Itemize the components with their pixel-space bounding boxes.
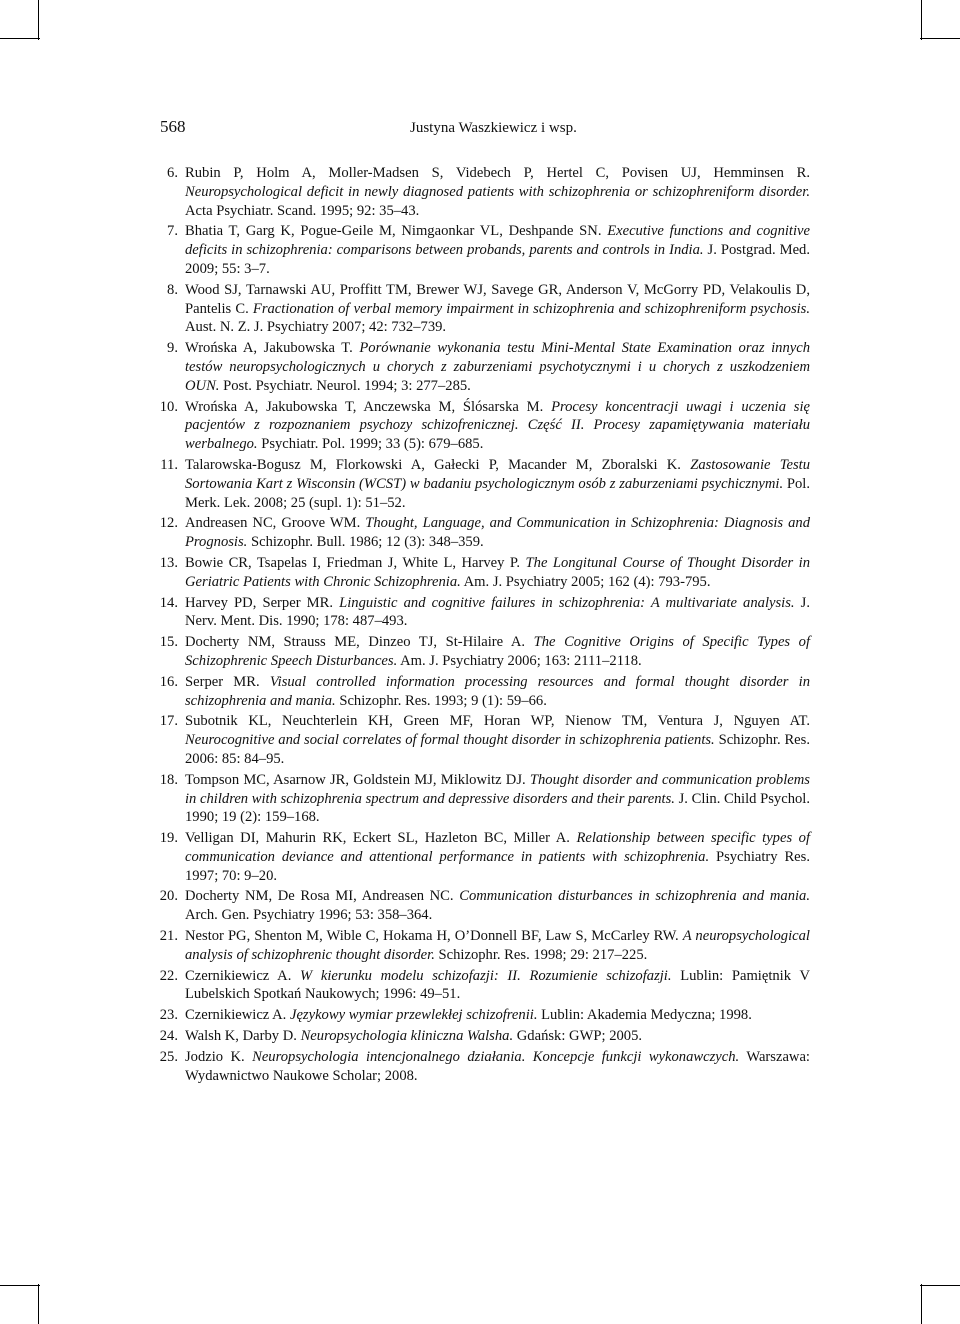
reference-number: 19. [159,830,178,847]
reference-number: 11. [160,456,178,473]
reference-number: 6. [167,165,178,181]
reference-title: Neuropsychologia intencjonalnego działania. Koncepcje funkcji wykonawczych. [252,1048,740,1065]
reference-item [150,398,810,454]
reference-authors: Bhatia T, Garg K, Pogue-Geile M, Nimgaonkar VL, Deshpande SN. [185,223,602,240]
reference-authors: Czernikiewicz A. [185,967,292,984]
page-number: 568 [160,117,186,136]
reference-authors: Tompson MC, Asarnow JR, Goldstein MJ, Miklowitz DJ. [185,771,526,788]
crop-mark-top-left-h [0,38,40,39]
reference-authors: Walsh K, Darby D. [185,1028,297,1045]
reference-source: Acta Psychiatr. Scand. 1995; 92: 35–43. [185,202,420,219]
crop-mark-bottom-left [38,1284,39,1324]
reference-title: Zastosowanie Testu Sortowania Kart z Wisconsin (WCST) w badaniu psychologicznym osób z zaburzeniami psychicznymi. [185,456,811,492]
reference-title: Neurocognitive and social correlates of formal thought disorder in schizophrenia patients. [185,732,715,749]
reference-title: Executive functions and cognitive deficits in schizophrenia: comparisons between probands, parents and controls in India. [185,223,810,259]
reference-item [150,887,810,925]
reference-authors: Rubin P, Holm A, Moller-Madsen S, Videbech P, Hertel C, Povisen UJ, Hemminsen R. [185,165,810,181]
reference-item [150,281,810,337]
reference-source: Schizophr. Bull. 1986; 12 (3): 348–359. [250,534,484,551]
reference-authors: Wrońska A, Jakubowska T, Anczewska M, Ślósarska M. [185,398,544,415]
reference-title: Neuropsychological deficit in newly diagnosed patients with schizophrenia or schizophreniform disorder. [185,183,810,200]
reference-item [150,339,810,395]
reference-number: 21. [159,928,178,945]
reference-source: Aust. N. Z. J. Psychiatry 2007; 42: 732–739. [185,319,447,336]
reference-source: Warszawa: Wydawnictwo Naukowe Scholar; 2008. [185,1048,810,1084]
reference-authors: Bowie CR, Tsapelas I, Friedman J, White L, Harvey P. [185,554,521,571]
reference-item [150,514,810,552]
reference-number: 13. [159,554,178,571]
reference-title: Relationship between specific types of communication deviance and attentional performance in patients with schizophrenia. [185,830,810,865]
reference-title: Neuropsychologia kliniczna Walsha. [300,1028,514,1045]
reference-number: 24. [159,1028,178,1045]
reference-number: 15. [159,634,178,651]
reference-authors: Docherty NM, De Rosa MI, Andreasen NC. [185,888,454,905]
reference-authors: Serper MR. [185,673,260,690]
reference-item [150,927,810,965]
crop-mark-top-left [38,0,39,40]
reference-number: 14. [159,594,178,611]
reference-title: Porównanie wykonania testu Mini-Mental State Examination oraz innych testów neuropsychologicznych u chorych z zaburzeniami psychotycznymi i u chorych z uszkodzeniem OUN. [185,340,810,394]
reference-authors: Andreasen NC, Groove WM. [185,515,361,532]
crop-mark-bottom-right-h [920,1285,960,1286]
reference-item [150,164,810,220]
reference-source: J. Clin. Child Psychol. 1990; 19 (2): 159–168. [185,790,810,826]
reference-source: Psychiatr. Pol. 1999; 33 (5): 679–685. [261,436,484,453]
reference-item [150,771,810,827]
reference-authors: Wood SJ, Tarnawski AU, Proffitt TM, Brewer WJ, Savege GR, Anderson V, McGorry PD, Velakoulis D, Pantelis C. [185,281,810,317]
reference-item [150,712,810,768]
reference-item [150,456,810,512]
reference-title: A neuropsychological analysis of schizophrenic thought disorder. [185,928,810,963]
reference-source: Am. J. Psychiatry 2005; 162 (4): 793-795. [463,573,711,590]
reference-number: 10. [159,398,178,415]
reference-title: The Cognitive Origins of Specific Types of Schizophrenic Speech Disturbances. [185,634,811,669]
reference-source: Schizophr. Res. 1993; 9 (1): 59–66. [339,692,547,709]
reference-title: Thought disorder and communication problems in children with schizophrenia spectrum and depressive disorders and their parents. [185,771,810,807]
crop-mark-bottom-left-h [0,1285,40,1286]
reference-source: Post. Psychiatr. Neurol. 1994; 3: 277–285. [223,377,471,394]
reference-authors: Subotnik KL, Neuchterlein KH, Green MF, Horan WP, Nienow TM, Ventura J, Nguyen AT. [185,713,810,730]
reference-source: Psychiatry Res. 1997; 70: 9–20. [185,848,810,884]
reference-item [150,222,810,278]
reference-number: 22. [159,967,178,984]
reference-authors: Wrońska A, Jakubowska T. [185,340,353,357]
reference-source: Gdańsk: GWP; 2005. [516,1028,643,1045]
crop-mark-top-right [921,0,922,40]
reference-authors: Harvey PD, Serper MR. [185,594,334,611]
crop-mark-top-right-h [920,38,960,39]
reference-item [150,1048,810,1086]
reference-source: J. Postgrad. Med. 2009; 55: 3–7. [185,242,810,277]
reference-authors: Velligan DI, Mahurin RK, Eckert SL, Hazleton BC, Miller A. [185,830,570,847]
reference-title: W kierunku modelu schizofazji: II. Rozumienie schizofazji. [300,967,672,984]
reference-item [150,829,810,885]
reference-number: 8. [167,281,178,298]
reference-item [150,1027,810,1046]
reference-source: Pol. Merk. Lek. 2008; 25 (supl. 1): 51–52. [185,475,810,511]
reference-number: 23. [159,1007,178,1024]
reference-number: 9. [167,340,178,357]
reference-title: Językowy wymiar przewlekłej schizofrenii. [289,1007,538,1024]
reference-item [150,594,810,632]
reference-item [150,1006,810,1025]
reference-number: 17. [159,713,178,730]
reference-source: Am. J. Psychiatry 2006; 163: 2111–2118. [400,652,642,669]
reference-number: 7. [167,223,178,240]
reference-source: Lublin: Pamiętnik V Lubelskich Spotkań Naukowych; 1996: 49–51. [185,967,810,1003]
reference-authors: Nestor PG, Shenton M, Wible C, Hokama H, O’Donnell BF, Law S, McCarley RW. [185,928,679,945]
reference-number: 16. [159,673,178,690]
reference-source: Lublin: Akademia Medyczna; 1998. [541,1007,752,1024]
reference-source: Schizophr. Res. 2006: 85: 84–95. [185,732,810,767]
reference-title: Visual controlled information processing resources and formal thought disorder in schizophrenia and mania. [185,673,810,709]
reference-list [150,164,810,1087]
reference-number: 25. [159,1048,178,1065]
running-title: Justyna Waszkiewicz i wsp. [410,120,577,136]
reference-authors: Czernikiewicz A. [185,1007,287,1024]
reference-title: Thought, Language, and Communication in Schizophrenia: Diagnosis and Prognosis. [185,515,811,551]
reference-authors: Talarowska-Bogusz M, Florkowski A, Gałecki P, Macander M, Zboralski K. [185,456,681,473]
reference-source: J. Nerv. Ment. Dis. 1990; 178: 487–493. [185,594,810,630]
reference-source: Schizophr. Res. 1998; 29: 217–225. [438,946,648,963]
reference-item [150,967,810,1005]
reference-item [150,633,810,671]
reference-number: 18. [159,771,178,788]
reference-title: Procesy koncentracji uwagi i uczenia się pacjentów z rozpoznaniem psychozy schizofrenicznej. Część II. Procesy zapamiętywania materiału werbalnego. [185,398,810,453]
reference-number: 20. [159,888,178,905]
reference-number: 12. [159,515,178,532]
reference-title: Fractionation of verbal memory impairment in schizophrenia and schizophreniform psychosis. [252,300,811,317]
reference-item [150,554,810,592]
reference-title: Communication disturbances in schizophrenia and mania. [459,888,810,905]
reference-authors: Docherty NM, Strauss ME, Dinzeo TJ, St-Hilaire A. [185,634,526,651]
reference-title: Linguistic and cognitive failures in schizophrenia: A multivariate analysis. [339,594,795,611]
reference-item [150,673,810,711]
reference-source: Arch. Gen. Psychiatry 1996; 53: 358–364. [185,907,433,924]
reference-title: The Longitunal Course of Thought Disorder in Geriatric Patients with Chronic Schizophrenia. [185,554,810,590]
crop-mark-bottom-right [921,1284,922,1324]
reference-authors: Jodzio K. [185,1048,245,1065]
